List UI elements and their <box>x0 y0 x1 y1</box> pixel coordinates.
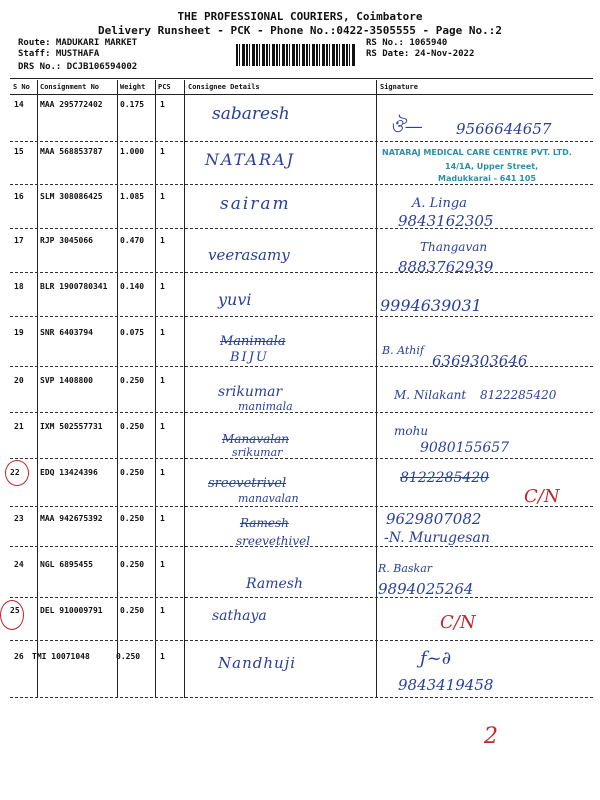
table-row-pcs: 1 <box>160 100 165 109</box>
signature-phone: 9566644657 <box>456 120 552 138</box>
table-row-consignment: SVP 1408800 <box>40 376 93 385</box>
consignee-name: BIJU <box>230 350 269 365</box>
signature-phone: 8883762939 <box>398 258 494 276</box>
consignee-name: srikumar <box>232 446 283 459</box>
table-row-pcs: 1 <box>160 422 165 431</box>
column-header-consignment: Consignment No <box>40 83 100 91</box>
consignee-name: sabaresh <box>212 104 290 124</box>
row-separator <box>10 597 593 598</box>
table-row-pcs: 1 <box>160 236 165 245</box>
staff-label: Staff: MUSTHAFA <box>18 49 100 59</box>
table-row-sno: 19 <box>14 328 24 337</box>
document-title: THE PROFESSIONAL COURIERS, Coimbatore <box>177 10 423 23</box>
column-header-sno: S No <box>13 83 30 91</box>
table-row-sno: 15 <box>14 147 24 156</box>
row-separator <box>10 412 593 413</box>
consignee-name: Nandhuji <box>218 654 297 672</box>
signature-name: B. Athif <box>382 344 424 357</box>
table-row-sno: 17 <box>14 236 24 245</box>
struck-signature: 8122285420 <box>400 470 490 486</box>
company-stamp-name: NATARAJ MEDICAL CARE CENTRE PVT. LTD. <box>382 148 572 157</box>
consignee-name: NATARAJ <box>205 150 296 169</box>
table-row-weight: 0.250 <box>120 514 145 523</box>
row-separator <box>10 640 593 641</box>
table-row-weight: 1.000 <box>120 147 145 156</box>
consignee-name: Ramesh <box>246 576 303 592</box>
company-stamp-address: 14/1A, Upper Street, <box>445 162 539 171</box>
red-circle-mark <box>0 600 24 630</box>
consignee-name: yuvi <box>218 290 252 309</box>
signature-phone: 9843419458 <box>398 676 494 694</box>
rs-number: RS No.: 1065940 <box>366 38 448 48</box>
table-row-consignment: SLM 308086425 <box>40 192 103 201</box>
company-stamp-address: Madukkarai - 641 105 <box>438 174 536 183</box>
column-divider <box>155 80 156 698</box>
table-row-sno: 25 <box>10 606 20 615</box>
struck-name: sreevetrivel <box>208 476 287 491</box>
document-subtitle: Delivery Runsheet - PCK - Phone No.:0422-3505555 - Page No.:2 <box>98 24 502 37</box>
consignee-name: veerasamy <box>208 246 290 264</box>
table-row-consignment: NGL 6895455 <box>40 560 93 569</box>
column-divider <box>37 80 38 698</box>
table-row-sno: 20 <box>14 376 24 385</box>
table-row-consignment: EDQ 13424396 <box>40 468 98 477</box>
consignee-name: sathaya <box>212 608 267 624</box>
column-header-pcs: PCS <box>158 83 171 91</box>
consignee-name: sreevethivel <box>236 534 311 548</box>
column-divider <box>117 80 118 698</box>
table-row-pcs: 1 <box>160 606 165 615</box>
signature-phone: 9843162305 <box>398 212 494 230</box>
table-row-consignment: TMI 10071048 <box>32 652 90 661</box>
column-divider <box>184 80 185 698</box>
table-row-sno: 18 <box>14 282 24 291</box>
table-row-pcs: 1 <box>160 514 165 523</box>
table-row-weight: 0.250 <box>116 652 141 661</box>
table-row-consignment: RJP 3045066 <box>40 236 93 245</box>
table-row-sno: 14 <box>14 100 24 109</box>
signature-phone: 9080155657 <box>420 440 510 456</box>
signature-name: Thangavan <box>420 240 488 254</box>
table-row-weight: 0.250 <box>120 468 145 477</box>
consignee-alt-name: manimala <box>238 400 293 413</box>
cn-mark: C/N <box>440 612 476 633</box>
signature-name: M. Nilakant <box>394 388 467 402</box>
page-number-mark: 2 <box>484 724 498 749</box>
table-row-pcs: 1 <box>160 328 165 337</box>
table-row-pcs: 1 <box>160 192 165 201</box>
table-row-weight: 0.250 <box>120 560 145 569</box>
struck-name: Ramesh <box>240 516 289 530</box>
table-top-border <box>10 78 593 79</box>
signature-phone: 8122285420 <box>480 388 557 402</box>
drs-label: DRS No.: DCJB106594002 <box>18 62 138 72</box>
table-row-sno: 23 <box>14 514 24 523</box>
table-row-weight: 0.470 <box>120 236 145 245</box>
signature-scribble: ƒ~∂ <box>420 648 452 669</box>
consignee-name: manavalan <box>238 492 299 505</box>
row-separator <box>10 272 593 273</box>
table-row-sno: 24 <box>14 560 24 569</box>
column-header-weight: Weight <box>120 83 146 91</box>
signature-name: mohu <box>394 424 429 438</box>
column-header-consignee: Consignee Details <box>188 83 260 91</box>
table-row-pcs: 1 <box>160 147 165 156</box>
row-separator <box>10 458 593 459</box>
row-separator <box>10 506 593 507</box>
table-row-sno: 22 <box>10 468 20 477</box>
table-row-consignment: MAA 568853787 <box>40 147 103 156</box>
row-separator <box>10 316 593 317</box>
struck-name: Manavalan <box>222 432 289 446</box>
table-row-pcs: 1 <box>160 560 165 569</box>
table-row-weight: 0.175 <box>120 100 145 109</box>
row-separator <box>10 697 593 698</box>
table-row-sno: 16 <box>14 192 24 201</box>
rs-date: RS Date: 24-Nov-2022 <box>366 49 475 59</box>
table-row-pcs: 1 <box>160 652 165 661</box>
signature-name: A. Linga <box>412 196 467 211</box>
struck-name: Manimala <box>220 334 286 349</box>
row-separator <box>10 141 593 142</box>
table-row-weight: 0.250 <box>120 376 145 385</box>
table-row-consignment: IXM 502557731 <box>40 422 103 431</box>
signature-name: -N. Murugesan <box>384 530 490 546</box>
column-header-signature: Signature <box>380 83 418 91</box>
consignee-name: sairam <box>220 194 291 214</box>
signature-phone: 9994639031 <box>380 296 482 315</box>
table-row-weight: 1.085 <box>120 192 145 201</box>
barcode-image <box>236 44 356 66</box>
table-row-consignment: DEL 910009791 <box>40 606 103 615</box>
table-row-weight: 0.250 <box>120 422 145 431</box>
signature-phone: 6369303646 <box>432 352 528 370</box>
table-row-sno: 26 <box>14 652 24 661</box>
table-row-consignment: SNR 6403794 <box>40 328 93 337</box>
row-separator <box>10 184 593 185</box>
table-row-weight: 0.075 <box>120 328 145 337</box>
table-row-pcs: 1 <box>160 468 165 477</box>
column-divider <box>376 80 377 698</box>
table-row-sno: 21 <box>14 422 24 431</box>
signature-phone: 9629807082 <box>386 510 482 528</box>
table-row-weight: 0.250 <box>120 606 145 615</box>
table-row-pcs: 1 <box>160 376 165 385</box>
table-row-weight: 0.140 <box>120 282 145 291</box>
signature-scribble: ঔ— <box>390 116 423 137</box>
route-label: Route: MADUKARI MARKET <box>18 38 138 48</box>
table-row-consignment: MAA 295772402 <box>40 100 103 109</box>
signature-name: R. Baskar <box>378 562 433 575</box>
signature-phone: 9894025264 <box>378 580 474 598</box>
table-header-border <box>10 94 593 95</box>
row-separator <box>10 228 593 229</box>
table-row-consignment: MAA 942675392 <box>40 514 103 523</box>
consignee-name: srikumar <box>218 384 283 400</box>
table-row-pcs: 1 <box>160 282 165 291</box>
cn-mark: C/N <box>524 486 560 507</box>
table-row-consignment: BLR 1900780341 <box>40 282 108 291</box>
